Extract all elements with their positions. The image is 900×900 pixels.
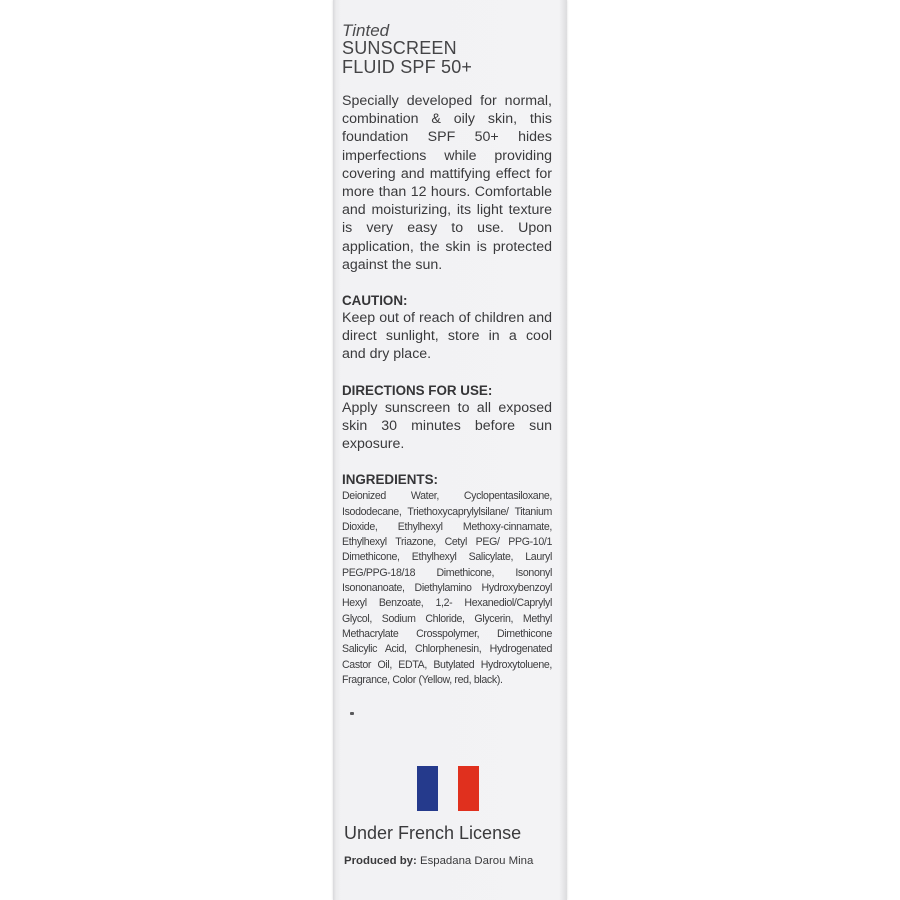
product-description: Specially developed for normal, combination & oily skin, this foundation SPF 50+ hides imperfections while providing covering and mattifying effect for more than 12 hours. Comfortable and moisturizing, its light texture is very easy to use. Upon application, the skin is protected against the sun. (342, 93, 552, 273)
flag-red-stripe (458, 766, 479, 811)
license-text: Under French License (344, 823, 522, 843)
title-sunscreen: SUNSCREEN (342, 38, 457, 58)
flag-blue-stripe (417, 766, 438, 811)
label-content (342, 22, 552, 688)
caution-section (342, 293, 552, 364)
print-mark (350, 712, 354, 715)
produced-by-label: Produced by: (344, 855, 417, 867)
directions-text: Apply sunscreen to all exposed skin 30 minutes before sun exposure. (342, 399, 552, 453)
ingredients-text: Deionized Water, Cyclopentasiloxane, Isododecane, Triethoxycaprylylsilane/ Titanium Dioxide, Ethylhexyl Methoxy-cinnamate, Ethylhexyl Triazone, Cetyl PEG/ PPG-10/1 Dimethicone, Ethylhexyl Salicylate, Lauryl PEG/PPG-18/18 Dimethicone, Isononyl Isononanoate, Diethylamino Hydroxybenzoyl Hexyl Benzoate, 1,2- Hexanediol/Caprylyl Glycol, Sodium Chloride, Glycerin, Methyl Methacrylate Crosspolymer, Dimethicone Salicylic Acid, Chlorphenesin, Hydrogenated Castor Oil, EDTA, Butylated Hydroxytoluene, Fragrance, Color (Yellow, red, black). (342, 490, 552, 686)
directions-heading: DIRECTIONS FOR USE: (342, 382, 493, 398)
caution-text: Keep out of reach of children and direct sunlight, store in a cool and dry place. (342, 310, 552, 363)
caution-heading: CAUTION: (342, 293, 408, 309)
title-fluid-spf: FLUID SPF 50+ (342, 57, 473, 77)
produced-by-value: Espadana Darou Mina (419, 855, 534, 867)
ingredients-heading: INGREDIENTS: (342, 472, 438, 488)
produced-by (344, 854, 564, 868)
directions-section (342, 383, 552, 454)
title-tinted: Tinted (342, 21, 390, 40)
ingredients-section (342, 472, 552, 688)
